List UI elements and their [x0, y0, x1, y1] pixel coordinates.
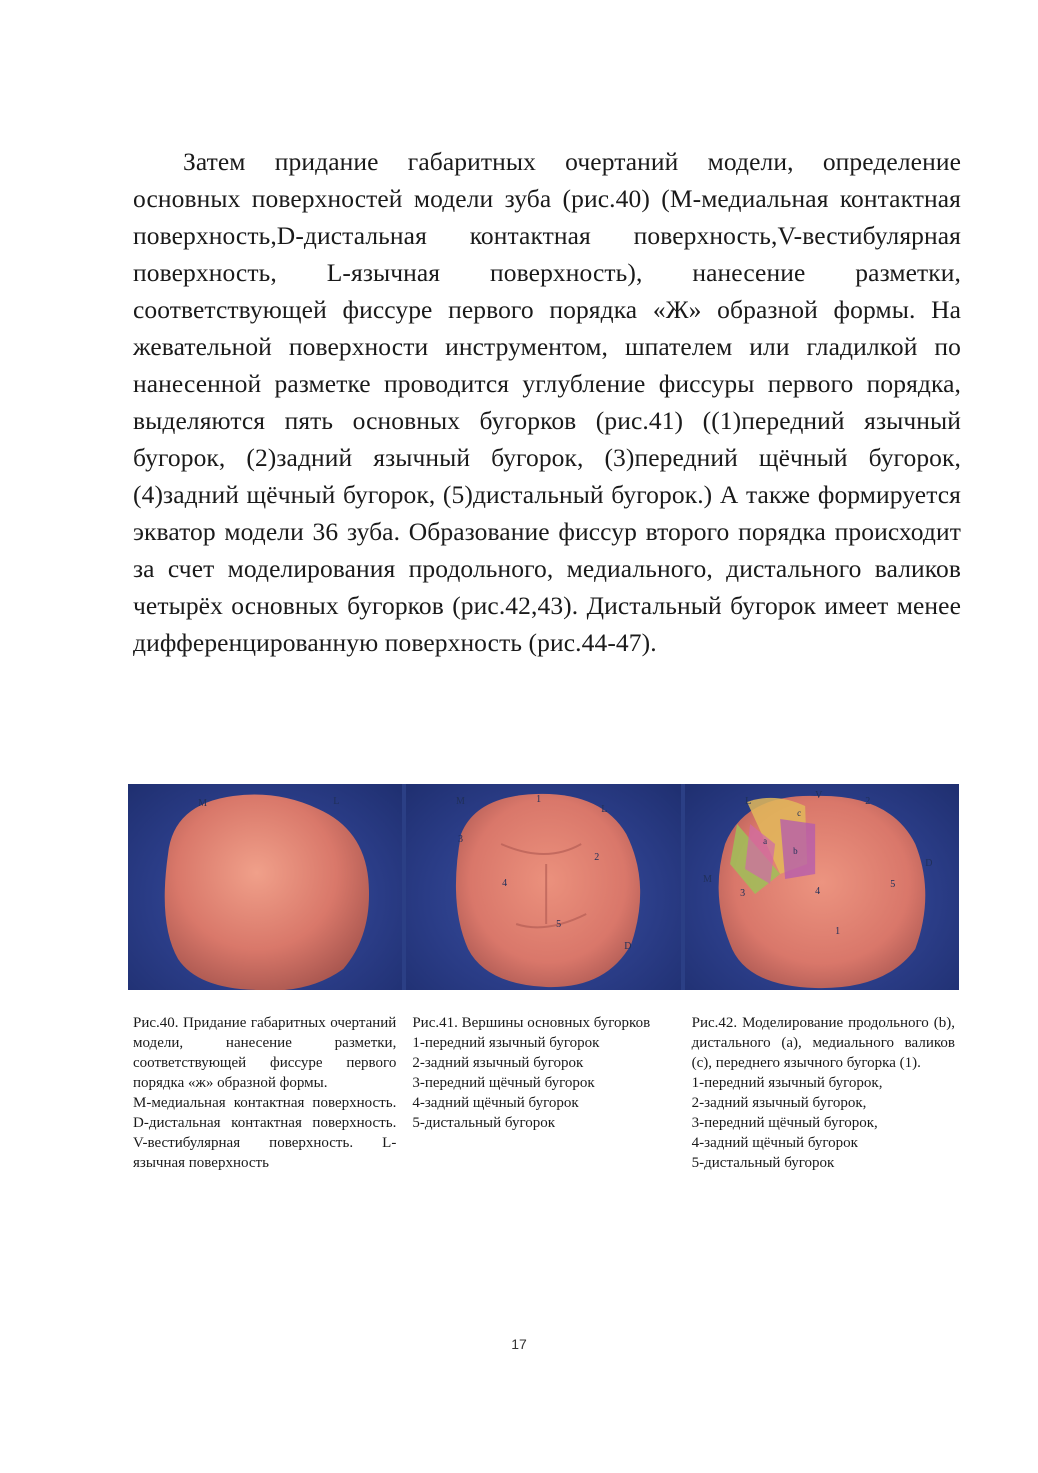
fig41-label-1: 1 [536, 794, 542, 805]
fig41-label-5: 5 [556, 919, 562, 930]
figure-40-photo [128, 784, 402, 990]
fig42-label-3: 3 [739, 888, 745, 899]
caption-41-item: 2-задний язычный бугорок [412, 1055, 584, 1071]
caption-42-item: 5-дистальный бугорок [691, 1155, 835, 1171]
fig42-label-2: 2 [864, 796, 870, 807]
fig42-label-5: 5 [889, 879, 895, 890]
fig41-label-2: 2 [594, 852, 600, 863]
fig42-label-c: c [796, 808, 801, 818]
fig42-label-l: L [744, 796, 751, 807]
fig40-label-m: M [198, 798, 207, 809]
caption-42-item: 4-задний щёчный бугорок [691, 1135, 858, 1151]
fig40-label-l: L [333, 796, 340, 807]
fig42-label-v: V [814, 790, 823, 801]
caption-fig-42 [692, 1013, 955, 1173]
figure-strip [128, 784, 959, 990]
fig41-label-l: L [601, 804, 608, 815]
fig41-label-4: 4 [502, 878, 508, 889]
caption-41-item: 5-дистальный бугорок [412, 1115, 556, 1131]
caption-42-text: Рис.42. Моделирование продольного (b), дистального (а), медиального валиков (с), переднего язычного бугорка (1). [691, 1015, 955, 1071]
figure-41-photo [406, 784, 680, 990]
caption-fig-40 [133, 1013, 396, 1173]
figure-42-photo [685, 784, 959, 990]
caption-40-legend: М-медиальная контактная поверхность. D-дистальная контактная поверхность. V-вестибулярная поверхность. L-язычная поверхность [133, 1095, 397, 1171]
main-paragraph: Затем придание габаритных очертаний модели, определение основных поверхностей модели зуба (рис.40) (М-медиальная контактная поверхность,D-дистальная контактная поверхность,V-вестибулярная поверхность, L-язычная поверхность), нанесение разметки, соответствующей фиссуре первого порядка «Ж» образной формы. На жевательной поверхности инструментом, шпателем или гладилкой по нанесенной разметке проводится углубление фиссуры первого порядка, выделяются пять основных бугорков (рис.41) ((1)передний язычный бугорок, (2)задний язычный бугорок, (3)передний щёчный бугорок, (4)задний щёчный бугорок, (5)дистальный бугорок.) А также формируется экватор модели 36 зуба. Образование фиссур второго порядка происходит за счет моделирования продольного, медиального, дистального валиков четырёх основных бугорков (рис.42,43). Дистальный бугорок имеет менее дифференцированную поверхность (рис.44-47). [133, 147, 961, 657]
caption-41-item: 3-передний щёчный бугорок [412, 1075, 595, 1091]
fig42-label-a: a [762, 836, 767, 846]
caption-41-item: 1-передний язычный бугорок [412, 1035, 600, 1051]
body-text [133, 143, 961, 661]
fig42-label-d: D [924, 858, 933, 869]
caption-42-item: 1-передний язычный бугорок, [691, 1075, 883, 1091]
fig41-label-d: D [624, 941, 632, 952]
fig42-label-m: M [702, 874, 712, 885]
caption-fig-41 [412, 1013, 675, 1173]
fig41-label-3: 3 [458, 834, 464, 845]
fig42-label-4: 4 [814, 886, 820, 897]
caption-42-item: 3-передний щёчный бугорок, [691, 1115, 878, 1131]
caption-42-item: 2-задний язычный бугорок, [691, 1095, 867, 1111]
page-number: 17 [511, 1336, 527, 1352]
fig42-label-1: 1 [834, 926, 840, 937]
fig41-label-m: M [456, 796, 466, 807]
caption-40-text: Рис.40. Придание габаритных очертаний модели, нанесение разметки, соответствующей фиссуре первого порядка «ж» образной формы. [133, 1015, 397, 1091]
caption-41-item: 4-задний щёчный бугорок [412, 1095, 579, 1111]
fig42-label-b: b [792, 846, 798, 856]
figure-captions [133, 1013, 955, 1173]
caption-41-text: Рис.41. Вершины основных бугорков [412, 1015, 651, 1031]
